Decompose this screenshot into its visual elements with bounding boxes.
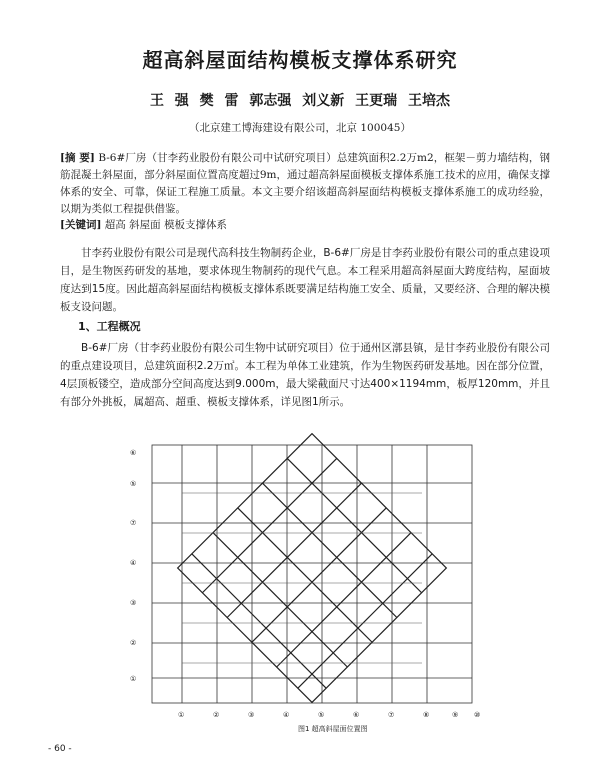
row-axis-label: ⑥ — [130, 449, 137, 457]
rotated-roof-grid — [178, 434, 447, 703]
col-axis-label: ⑥ — [353, 711, 360, 719]
col-axis-label: ⑧ — [423, 711, 430, 719]
paper-title: 超高斜屋面结构模板支撑体系研究 — [142, 48, 458, 72]
section-heading: 1、工程概况 — [78, 320, 141, 333]
abstract-text: B-6#厂房（甘李药业股份有限公司中试研究项目）总建筑面积2.2万m2，框架－剪力墙结构，钢筋混凝土斜屋面，部分斜屋面位置高度超过9m，通过超高斜屋面模板支撑体系施工技术的应用，确保支撑体系的安全、可靠，保证工程施工质量。本文主要介绍该超高斜屋面结构模板支撑体系施工的成功经验，以期为类似工程提供借鉴。 — [60, 152, 550, 215]
authors: 王 强 樊 雷 郭志强 刘义新 王更瑞 王培杰 — [149, 93, 451, 109]
structural-plan-figure — [122, 433, 500, 743]
col-axis-label: ② — [213, 711, 220, 719]
plan-drawing — [122, 433, 500, 723]
affiliation: （北京建工博海建设有限公司，北京 100045） — [189, 122, 411, 134]
figure-caption: 图1 超高斜屋面位置图 — [298, 725, 368, 733]
abstract-label: [摘 要] — [60, 152, 95, 164]
overview-paragraph: B-6#厂房（甘李药业股份有限公司生物中试研究项目）位于通州区漷县镇，是甘李药业股份有限公司的重点建设项目，总建筑面积2.2万㎡。本工程为单体工业建筑，作为生物医药研发基地。因在部分位置，4层顶板镂空，造成部分空间高度达到9.000m，最大梁截面尺寸达400×1194mm，板厚120mm，并且有部分外挑板，属超高、超重、模板支撑体系，详见图1所示。 — [60, 342, 550, 408]
col-axis-label: ⑦ — [388, 711, 395, 719]
row-axis-label: ③ — [130, 599, 137, 607]
col-axis-label: ① — [178, 711, 185, 719]
col-axis-label: ⑩ — [474, 711, 481, 719]
keywords — [60, 217, 550, 234]
col-axis-label: ③ — [248, 711, 255, 719]
keywords-label: [关键词] — [60, 219, 102, 231]
row-axis-label: ④ — [130, 559, 137, 567]
row-axis-label: ① — [130, 675, 137, 683]
col-axis-label: ⑤ — [318, 711, 325, 719]
row-axis-label: ⑦ — [130, 519, 137, 527]
col-axis-label: ④ — [283, 711, 290, 719]
col-axis-label: ⑨ — [452, 711, 459, 719]
intro-paragraph: 甘李药业股份有限公司是现代高科技生物制药企业，B-6#厂房是甘李药业股份有限公司的重点建设项目，是生物医药研发的基地，要求体现生物制药的现代气息。本工程采用超高斜屋面大跨度结构，屋面坡度达到15度。因此超高斜屋面结构模板支撑体系既要满足结构施工安全、质量，又要经济、合理的解决模板支设问题。 — [60, 247, 550, 313]
page-number: - 60 - — [48, 744, 72, 754]
row-axis-label: ② — [130, 639, 137, 647]
keywords-text: 超高 斜屋面 模板支撑体系 — [104, 219, 227, 231]
row-axis-label: ⑤ — [130, 480, 137, 488]
abstract — [60, 150, 550, 218]
